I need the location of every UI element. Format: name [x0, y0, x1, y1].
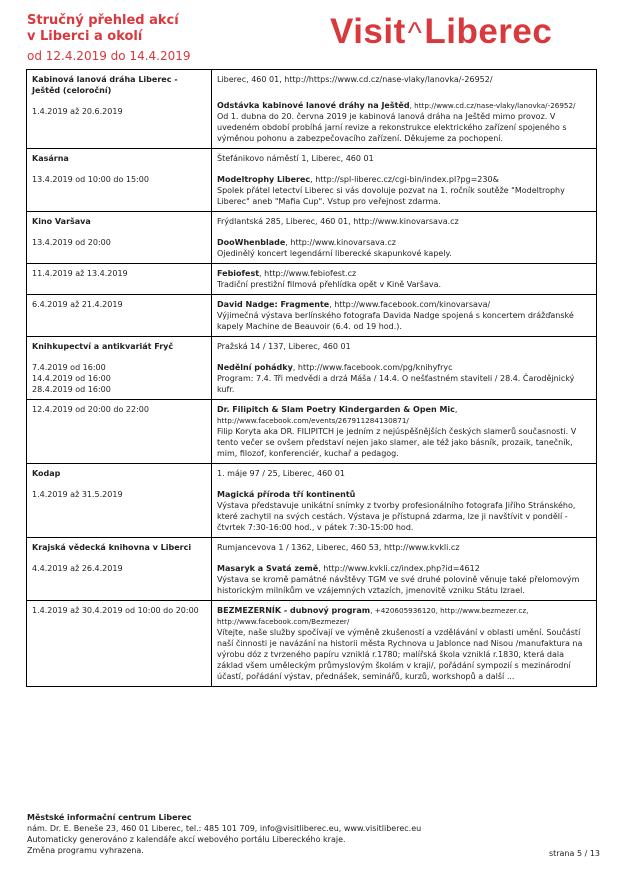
footer-auto-note: Automaticky generováno z kalendáře akcí webového portálu Libereckého kraje. [27, 835, 346, 844]
event-url[interactable]: , http://www.facebook.com/kinovarsava/ [329, 300, 491, 309]
visit-liberec-logo [330, 12, 552, 54]
event-description: Spolek přátel letectví Liberec si vás dovoluje pozvat na 1. ročník soutěže "Modeltrophy Liberec" aneb "Mafia Cup". Vstup pro veřejnost zdarma. [217, 186, 565, 206]
venue-name: Kodap [32, 469, 61, 478]
event-date: 13.4.2019 od 10:00 do 15:00 [32, 175, 149, 184]
event-title: BEZMEZERNÍK - dubnový program [217, 606, 371, 615]
footer-change-note: Změna programu vyhrazena. [27, 846, 144, 855]
event-date: 14.4.2019 od 16:00 [32, 374, 111, 383]
event-date: 1.4.2019 až 30.4.2019 od 10:00 do 20:00 [32, 606, 199, 615]
events-table [26, 69, 597, 687]
table-row [27, 149, 597, 212]
event-date: 13.4.2019 od 20:00 [32, 238, 111, 247]
event-title: DooWhenblade [217, 238, 286, 247]
event-url[interactable]: http://www.facebook.com/events/267911284130871/ [217, 416, 409, 425]
event-description: Program: 7.4. Tři medvědi a drzá Máša / 14.4. O nešťastném staviteli / 28.4. Čarodějnický kufr. [217, 374, 575, 394]
venue-name: Kasárna [32, 154, 69, 163]
event-url[interactable]: , http://www.kinovarsava.cz [285, 238, 396, 247]
event-url[interactable]: , http://spl-liberec.cz/cgi-bin/index.pl?pg=230& [310, 175, 499, 184]
event-description: Vítejte, naše služby spočívají ve výměně zkušeností a vzdělávání v oblasti umění. Součástí naší činnosti je navázání na historii města Rychnova u Jablonce nad Nisou /manufaktura na výrobu dóz z tvrzeného papíru vzniklá r.1780; malířská škola vzniklá r.1830, která dala základ všem uměleckým průmyslovým školám v kraji/, pořádání sympozií s mezinárodní účastí, pořádání výstav, přednášek, seminářů, kurzů, workshopů a další ... [217, 628, 583, 681]
event-date: 28.4.2019 od 16:00 [32, 385, 111, 394]
event-description: Výstava představuje unikátní snímky z tvorby profesionálního fotografa Jiřího Stránského, které zachytil na svých cestách. Výstava je přístupná zdarma, lze ji navštívit v pondělí - čtvrtek 7:30-16:00 hod., v pátek 7:30-15:00 hod. [217, 501, 576, 532]
event-title: Masaryk a Svatá země [217, 564, 319, 573]
logo-text-liberec: Liberec [424, 12, 553, 51]
page-footer [27, 812, 602, 856]
event-description: Výstava se kromě památné návštěvy TGM ve své druhé polovině věnuje také přelomovým historickým milníkům ve vzájemných vztazích, jmenovitě vzniku Státu Izrael. [217, 575, 580, 595]
event-description: Tradiční prestižní filmová přehlídka opět v Kině Varšava. [217, 280, 442, 289]
venue-address: Liberec, 460 01, http://https://www.cd.cz/nase-vlaky/lanovka/-26952/ [217, 75, 493, 84]
event-date: 6.4.2019 až 21.4.2019 [32, 300, 123, 309]
event-description: Filip Koryta aka DR. FILIPITCH je jedním z nejúspěšnějších českých slamerů současnosti. V tento večer se ovšem představí nejen jako slamer, ale též jako básník, prozaik, tanečník, mim, filozof, konferenciér, kuchař a pedagog. [217, 427, 577, 458]
event-date: 11.4.2019 až 13.4.2019 [32, 269, 128, 278]
event-description: Od 1. dubna do 20. června 2019 je kabinová lanová dráha na Ještěd mimo provoz. V uvedeném období probíhá jarní revize a rekonstrukce elektrického zařízení spojeného s výměnou pohonu a zabezpečovacího zařízení. Děkujeme za pochopení. [217, 112, 567, 143]
event-url[interactable]: , http://www.cd.cz/nase-vlaky/lanovka/-26952/ [409, 101, 576, 110]
event-date: 1.4.2019 až 20.6.2019 [32, 107, 123, 116]
footer-address: nám. Dr. E. Beneše 23, 460 01 Liberec, tel.: 485 101 709, info@visitliberec.eu, www.visitliberec.eu [27, 824, 422, 833]
page-header [0, 0, 622, 70]
event-url[interactable]: , http://www.febiofest.cz [259, 269, 357, 278]
event-url[interactable]: , http://www.facebook.com/pg/knihyfryc [292, 363, 453, 372]
event-url[interactable]: , +420605936120, http://www.bezmezer.cz, http://www.facebook.com/Bezmezer/ [217, 606, 529, 626]
table-row [27, 70, 597, 149]
event-title: Febiofest [217, 269, 260, 278]
page-title [27, 13, 179, 45]
venue-address: 1. máje 97 / 25, Liberec, 460 01 [217, 469, 345, 478]
venue-address: Štefánikovo náměstí 1, Liberec, 460 01 [217, 154, 374, 163]
footer-org: Městské informační centrum Liberec [27, 813, 192, 822]
event-title: Odstávka kabinové lanové dráhy na Ještěd [217, 101, 410, 110]
event-date: 4.4.2019 až 26.4.2019 [32, 564, 123, 573]
table-row [27, 264, 597, 295]
event-url[interactable]: , http://www.kvkli.cz/index.php?id=4612 [318, 564, 480, 573]
logo-caret-icon: ^ [407, 17, 423, 50]
event-description: Ojedinělý koncert legendární liberecké skapunkové kapely. [217, 249, 452, 258]
venue-name: Kino Varšava [32, 217, 91, 226]
venue-address: Frýdlantská 285, Liberec, 460 01, http://www.kinovarsava.cz [217, 217, 459, 226]
venue-name: Krajská vědecká knihovna v Liberci [32, 543, 192, 552]
venue-address: Rumjancevova 1 / 1362, Liberec, 460 53, http://www.kvkli.cz [217, 543, 460, 552]
event-date: 12.4.2019 od 20:00 do 22:00 [32, 405, 149, 414]
table-row: 12.4.2019 od 20:00 do 22:00 Dr. Filipitch & Slam Poetry Kindergarden & Open Mic, http://www.facebook.com/events/267911284130871/ Filip Koryta aka DR. FILIPITCH je jedním z nejúspěšnějších českých slamerů současnosti. V tento večer se ovšem představí nejen jako slamer, ale též jako básník, prozaik, tanečník, mim, filozof, konferenciér, kuchař a pedagog. [27, 400, 597, 464]
logo-text-visit: Visit [330, 12, 406, 51]
event-title: Magická příroda tří kontinentů [217, 490, 356, 499]
event-title: David Nadge: Fragmente [217, 300, 330, 309]
table-row [27, 337, 597, 400]
venue-name: Knihkupectví a antikvariát Fryč [32, 342, 174, 351]
table-row [27, 212, 597, 264]
event-date: 1.4.2019 až 31.5.2019 [32, 490, 123, 499]
table-row [27, 464, 597, 538]
title-line-2: v Liberci a okolí [27, 29, 143, 44]
table-row [27, 538, 597, 601]
event-title: Nedělní pohádky [217, 363, 293, 372]
event-title: Dr. Filipitch & Slam Poetry Kindergarden & Open Mic [217, 405, 455, 414]
event-title: Modeltrophy Liberec [217, 175, 311, 184]
event-description: Výjimečná výstava berlínského fotografa Davida Nadge spojená s koncertem drážďanské kapely Machine de Beauvoir (6.4. od 19 hod.). [217, 311, 574, 331]
page-number: strana 5 / 13 [548, 849, 600, 858]
table-row [27, 295, 597, 337]
venue-name: Kabinová lanová dráha Liberec - Ještěd (celoroční) [32, 75, 178, 95]
date-range: od 12.4.2019 do 14.4.2019 [27, 49, 191, 63]
venue-address: Pražská 14 / 137, Liberec, 460 01 [217, 342, 351, 351]
title-line-1: Stručný přehled akcí [27, 13, 179, 28]
table-row [27, 601, 597, 687]
event-date: 7.4.2019 od 16:00 [32, 363, 106, 372]
